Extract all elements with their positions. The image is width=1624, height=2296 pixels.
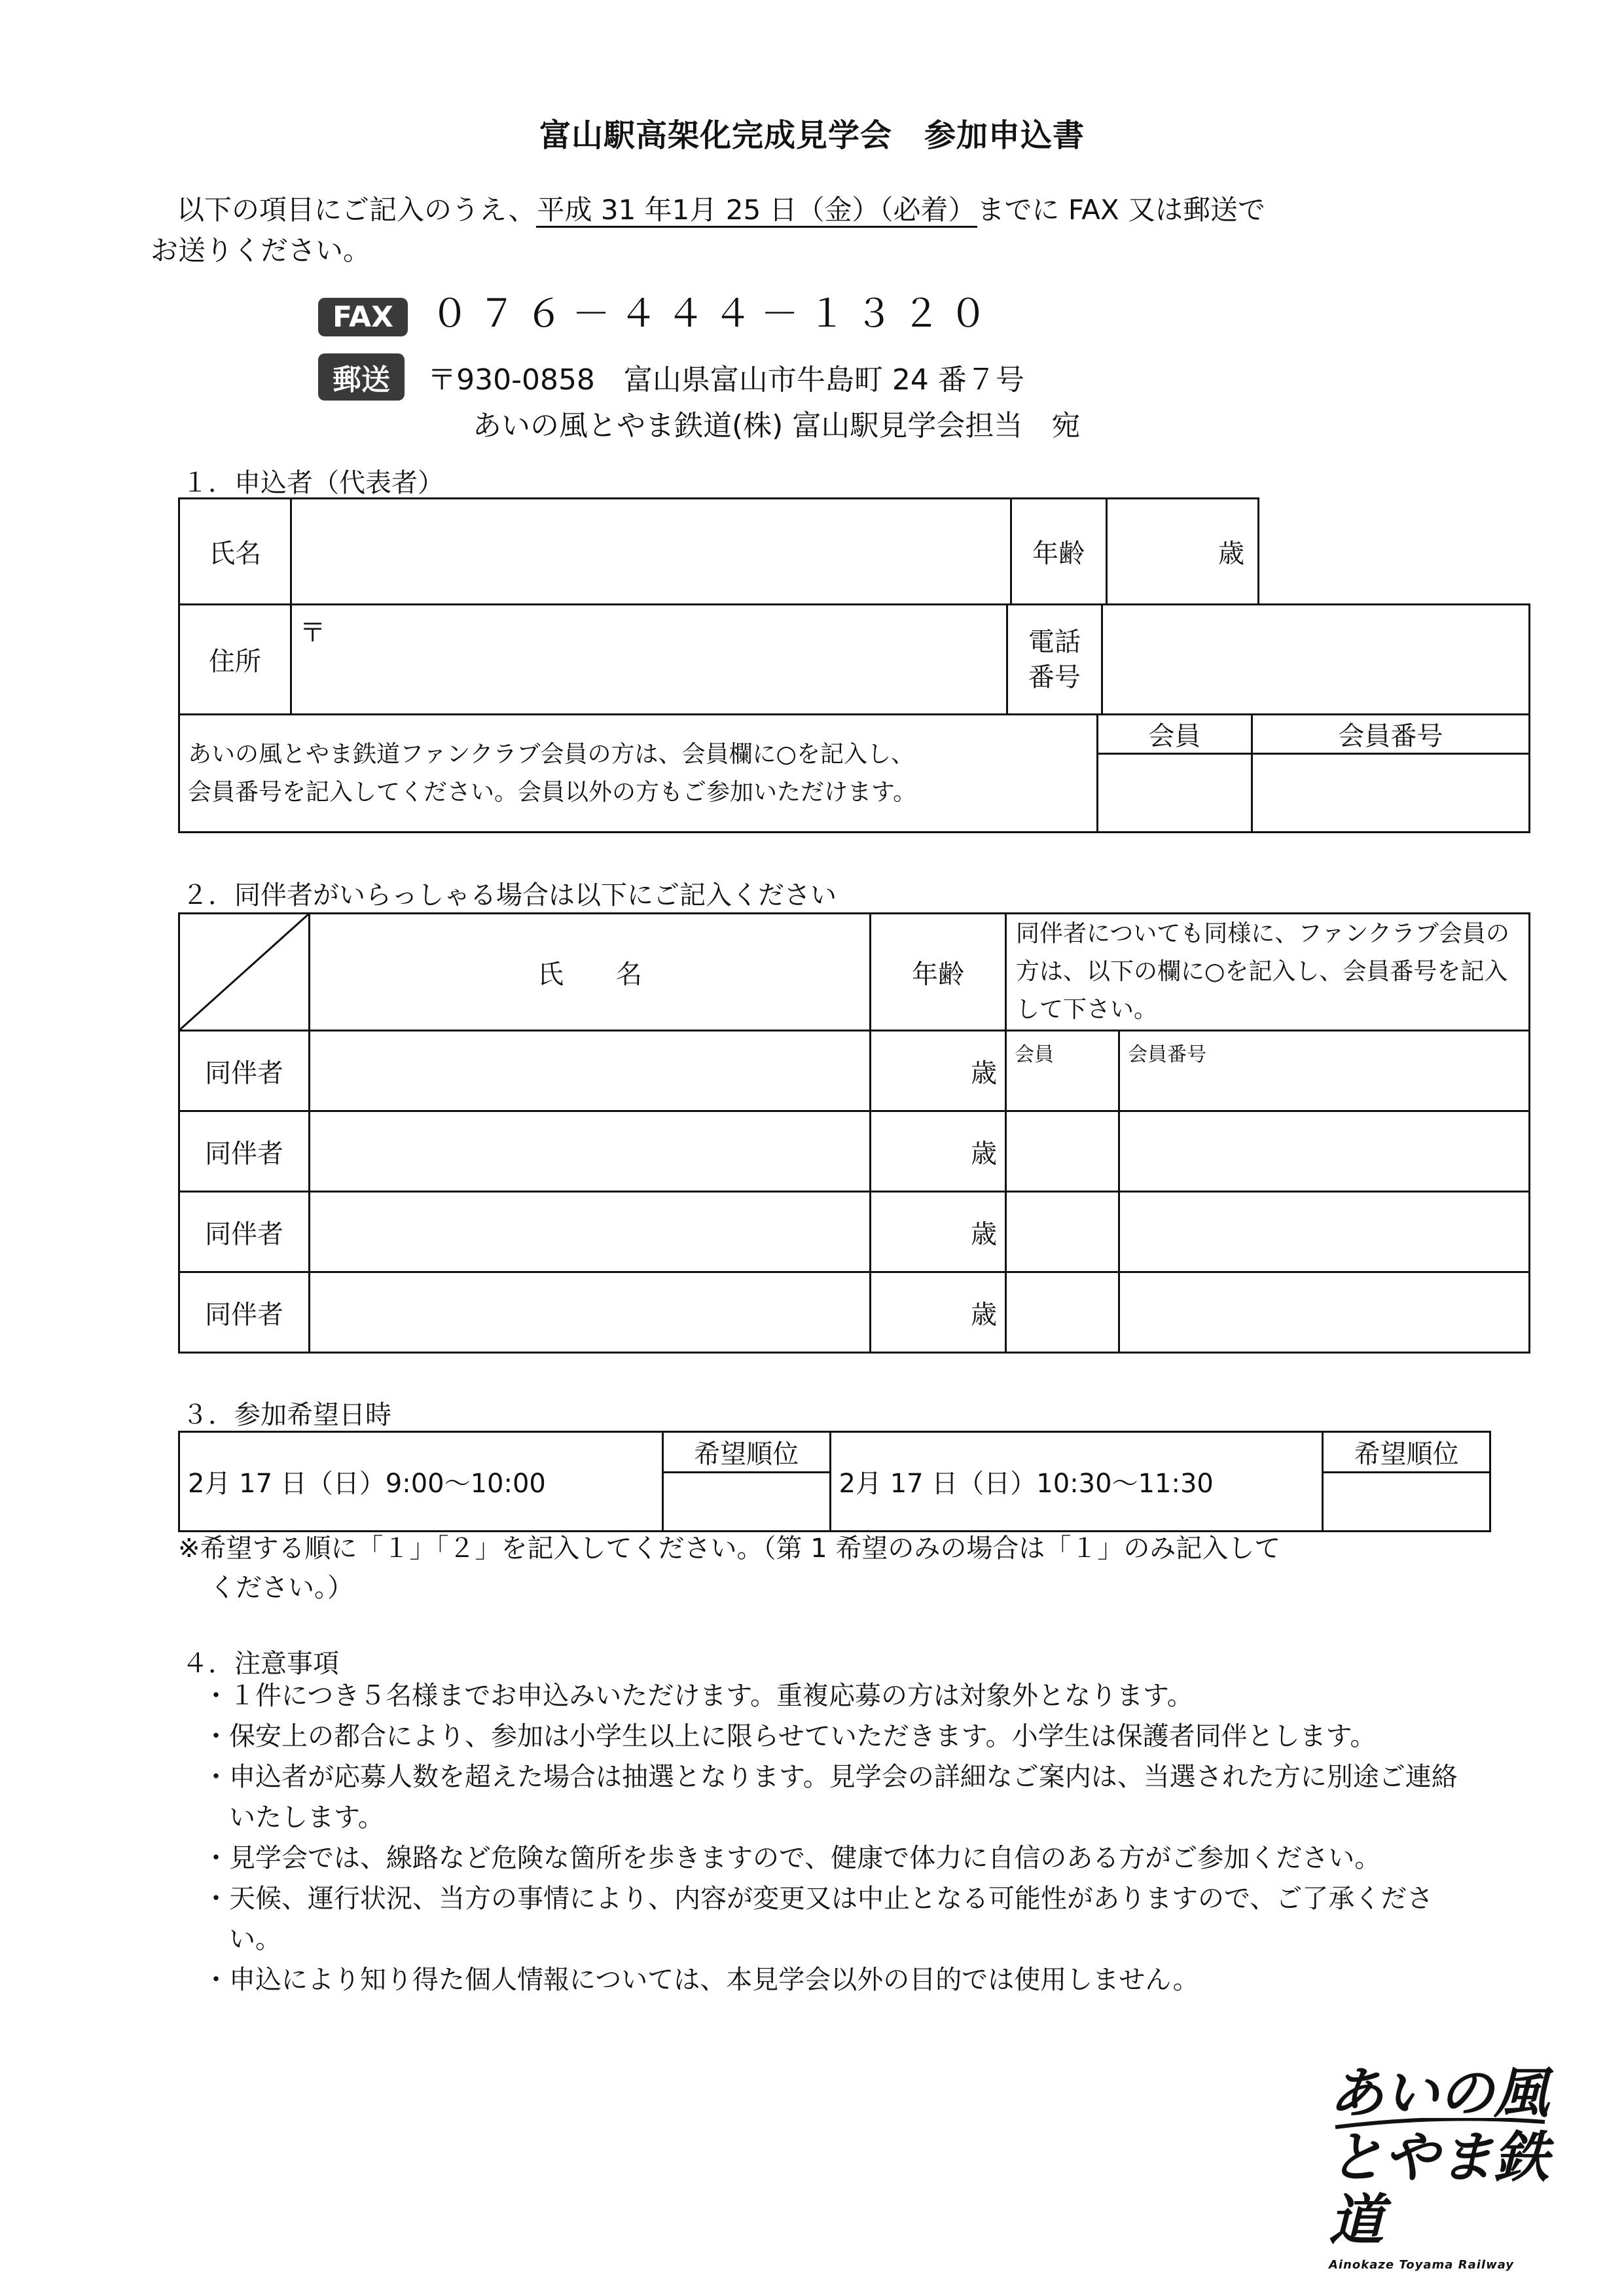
- slot2-rank-label: 希望順位: [1323, 1432, 1490, 1473]
- section1-heading: １．申込者（代表者）: [182, 468, 444, 498]
- section3-heading: ３．参加希望日時: [182, 1400, 391, 1430]
- fanclub-table: [178, 713, 1530, 833]
- slot2-rank-field[interactable]: [1323, 1473, 1490, 1532]
- companion-name-field[interactable]: [310, 1031, 871, 1111]
- logo-subtitle: Ainokaze Toyama Railway: [1329, 2258, 1515, 2272]
- logo-line1: あいの風: [1329, 2060, 1549, 2125]
- logo-line2: とやま鉄道: [1329, 2125, 1549, 2252]
- address-field[interactable]: [291, 605, 1007, 715]
- companion-fanclub-note: 同伴者についても同様に、ファンクラブ会員の方は、以下の欄に○を記入し、会員番号を記入して下さい。: [1006, 914, 1530, 1031]
- slot1-rank-field[interactable]: [662, 1473, 830, 1532]
- member-no-label: 会員番号: [1252, 715, 1529, 754]
- intro-text: [151, 190, 1266, 271]
- companion-name-header: 氏 名: [310, 914, 871, 1031]
- date-note-line2: ください。）: [209, 1573, 353, 1603]
- date-note: [178, 1529, 1280, 1607]
- companion-age-field[interactable]: 歳: [871, 1272, 1006, 1353]
- name-label: 氏名: [179, 499, 291, 605]
- slot2-label: 2月 17 日（日）10:30～11:30: [830, 1432, 1323, 1532]
- companion-member-field[interactable]: [1006, 1111, 1119, 1192]
- address-table: [178, 603, 1530, 715]
- member-no-field[interactable]: [1252, 754, 1529, 833]
- section4-heading: ４．注意事項: [182, 1649, 339, 1679]
- companion-member-no-field[interactable]: [1119, 1192, 1530, 1272]
- intro-line1-post: までに FAX 又は郵送で: [977, 194, 1266, 226]
- mail-tag: 郵送: [318, 353, 405, 401]
- fax-number: ０７６－４４４－１３２０: [431, 291, 997, 336]
- companion-label: 同伴者: [179, 1031, 310, 1111]
- diagonal-line: [180, 914, 308, 1030]
- age-field[interactable]: 歳: [1106, 499, 1258, 605]
- slot1-label: 2月 17 日（日）9:00～10:00: [179, 1432, 663, 1532]
- page-title: 富山駅高架化完成見学会 参加申込書: [539, 117, 1085, 154]
- company-logo: [1329, 2062, 1551, 2272]
- member-field[interactable]: [1098, 754, 1252, 833]
- fanclub-note: [179, 715, 1098, 833]
- postal-mark: 〒: [299, 618, 326, 648]
- companion-age-header: 年齢: [871, 914, 1006, 1031]
- name-field[interactable]: [291, 499, 1011, 605]
- companion-label: 同伴者: [179, 1272, 310, 1353]
- companion-table: [178, 912, 1530, 1354]
- companion-name-field[interactable]: [310, 1192, 871, 1272]
- date-note-line1: ※希望する順に「１」「２」を記入してください。（第 1 希望のみの場合は「１」のみ記入して: [178, 1534, 1281, 1564]
- fanclub-note-line1: あいの風とやま鉄道ファンクラブ会員の方は、会員欄に○を記入し、: [188, 740, 914, 768]
- companion-member-no-field[interactable]: [1119, 1272, 1530, 1353]
- address-label: 住所: [179, 605, 291, 715]
- companion-label: 同伴者: [179, 1111, 310, 1192]
- note-item: ・保安上の都合により、参加は小学生以上に限らせていただきます。小学生は保護者同伴とします。: [203, 1721, 1377, 1751]
- deadline: 平成 31 年1月 25 日（金）（必着）: [536, 194, 977, 228]
- companion-member-no-field[interactable]: 会員番号: [1119, 1031, 1530, 1111]
- slot1-rank-label: 希望順位: [662, 1432, 830, 1473]
- notes-list: [203, 1676, 1466, 2000]
- note-item: ・見学会では、線路など危険な箇所を歩きますので、健康で体力に自信のある方がご参加ください。: [203, 1843, 1381, 1873]
- companion-age-field[interactable]: 歳: [871, 1192, 1006, 1272]
- mail-address-line2: あいの風とやま鉄道(株) 富山駅見学会担当 宛: [473, 409, 1081, 442]
- intro-line2: お送りください。: [151, 234, 371, 266]
- member-label: 会員: [1098, 715, 1252, 754]
- companion-member-field[interactable]: 会員: [1006, 1031, 1119, 1111]
- companion-name-field[interactable]: [310, 1111, 871, 1192]
- companion-label: 同伴者: [179, 1192, 310, 1272]
- diagonal-cell: [179, 914, 310, 1031]
- companion-member-field[interactable]: [1006, 1192, 1119, 1272]
- note-item: ・天候、運行状況、当方の事情により、内容が変更又は中止となる可能性がありますので、ご了承ください。: [203, 1884, 1434, 1954]
- applicant-table: [178, 497, 1259, 605]
- companion-name-field[interactable]: [310, 1272, 871, 1353]
- mail-address-line1: 〒930-0858 富山県富山市牛島町 24 番７号: [427, 363, 1024, 397]
- note-item: ・１件につき５名様までお申込みいただけます。重複応募の方は対象外となります。: [203, 1681, 1193, 1711]
- fax-tag: FAX: [318, 298, 408, 336]
- companion-age-field[interactable]: 歳: [871, 1111, 1006, 1192]
- mail-row: [318, 353, 1024, 401]
- phone-label: 電話番号: [1007, 605, 1102, 715]
- intro-line1-pre: 以下の項目にご記入のうえ、: [177, 194, 536, 226]
- note-item: ・申込者が応募人数を超えた場合は抽選となります。見学会の詳細なご案内は、当選された方に別途ご連絡いたします。: [203, 1762, 1458, 1833]
- section2-heading: ２．同伴者がいらっしゃる場合は以下にご記入ください: [182, 880, 837, 910]
- fax-row: [318, 283, 996, 338]
- companion-member-field[interactable]: [1006, 1272, 1119, 1353]
- age-label: 年齢: [1011, 499, 1106, 605]
- date-table: [178, 1431, 1491, 1532]
- phone-field[interactable]: [1102, 605, 1529, 715]
- companion-age-field[interactable]: 歳: [871, 1031, 1006, 1111]
- companion-member-no-field[interactable]: [1119, 1111, 1530, 1192]
- fanclub-note-line2: 会員番号を記入してください。会員以外の方もご参加いただけます。: [188, 778, 917, 806]
- note-item: ・申込により知り得た個人情報については、本見学会以外の目的では使用しません。: [203, 1965, 1199, 1995]
